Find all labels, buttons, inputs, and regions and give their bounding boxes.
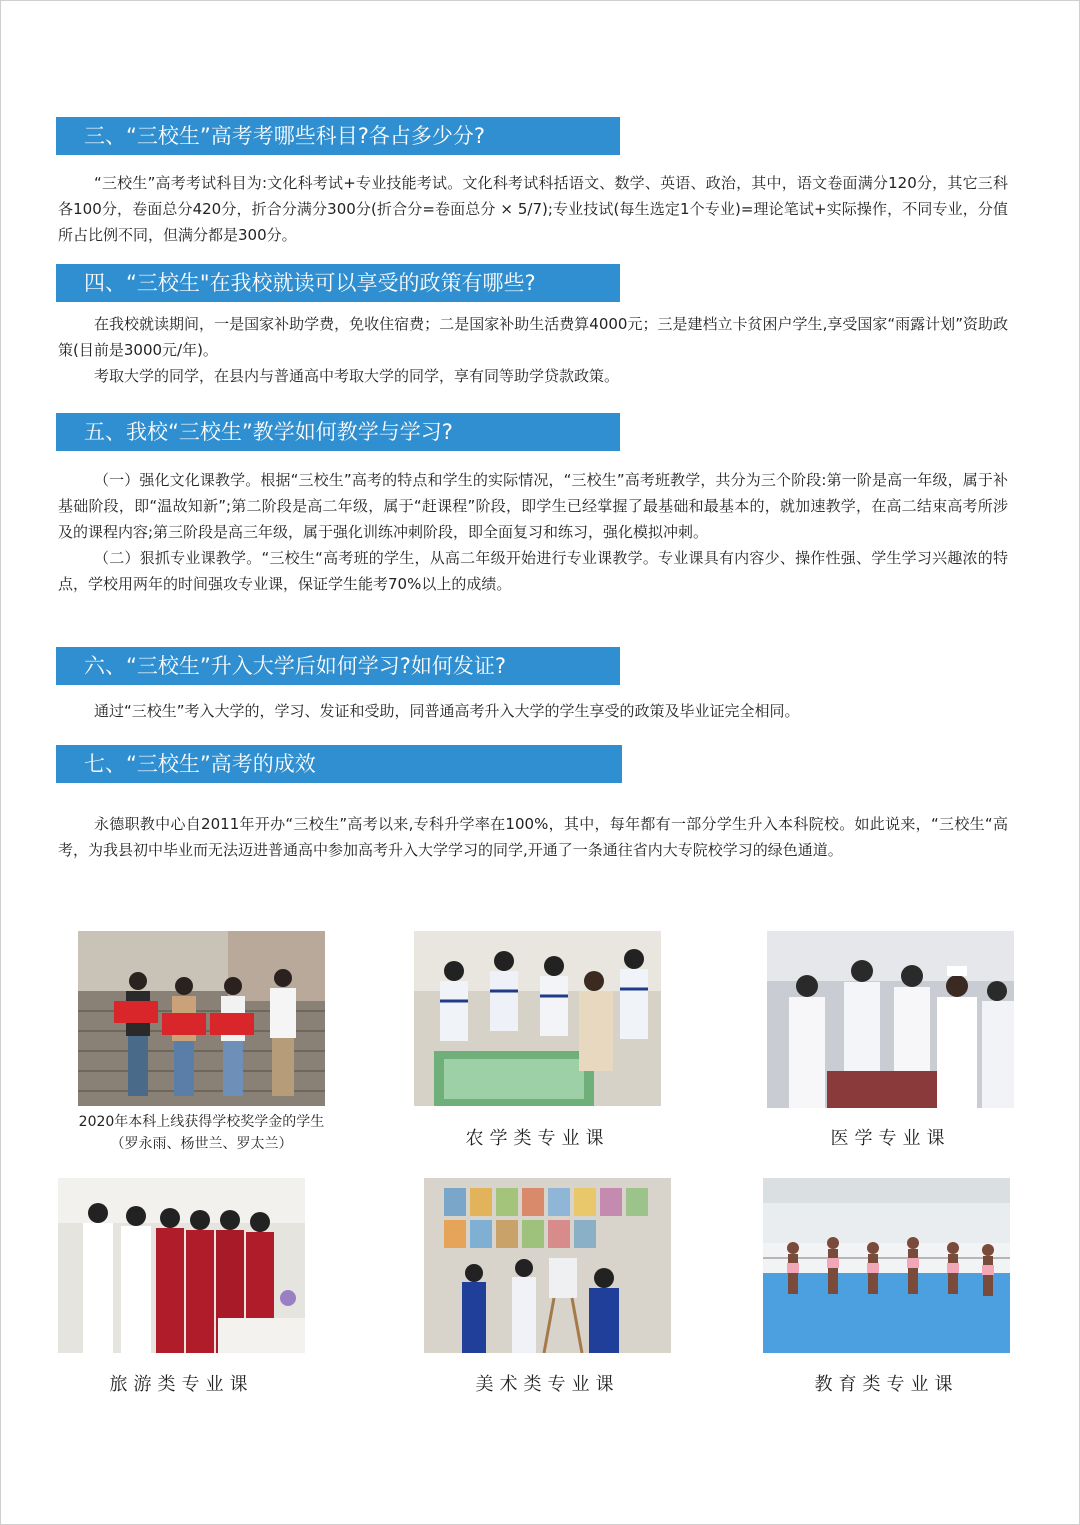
section-3-heading: 三、“三校生”高考考哪些科目?各占多少分?	[56, 117, 620, 155]
section-4-body	[58, 311, 1008, 389]
tourism-class-photo	[58, 1178, 305, 1353]
section-7-heading: 七、“三校生”高考的成效	[56, 745, 622, 783]
section-6-body	[58, 698, 1008, 724]
education-caption: 教育类专业课	[814, 1374, 959, 1395]
education-class-photo	[763, 1178, 1010, 1353]
section-6-heading: 六、“三校生”升入大学后如何学习?如何发证?	[56, 647, 620, 685]
section-3-body	[58, 170, 1008, 248]
scholarship-caption-line-2: （罗永雨、杨世兰、罗太兰）	[110, 1136, 293, 1152]
agriculture-class-photo	[414, 931, 661, 1106]
art-class-photo	[424, 1178, 671, 1353]
section-7-body	[58, 811, 1008, 863]
section-3-paragraph: “三校生”高考考试科目为:文化科考试+专业技能考试。文化科考试科括语文、数学、英语、政治，其中，语文卷面满分120分，其它三科各100分，卷面总分420分，折合分满分300分(折合分=卷面总分 × 5/7);专业技试(每生选定1个专业)=理论笔试+实际操作，不同专业，分值所占比例不同，但满分都是300分。	[58, 174, 1008, 244]
medical-caption: 医学专业课	[830, 1128, 951, 1149]
section-4-paragraph-1: 在我校就读期间，一是国家补助学费，免收住宿费；二是国家补助生活费算4000元；三是建档立卡贫困户学生,享受国家“雨露计划”资助政策(目前是3000元/年)。	[58, 315, 1008, 359]
medical-class-photo	[767, 931, 1014, 1108]
section-4-paragraph-2: 考取大学的同学，在县内与普通高中考取大学的同学，享有同等助学贷款政策。	[94, 367, 620, 385]
agriculture-caption: 农学类专业课	[465, 1128, 610, 1149]
section-7-paragraph: 永德职教中心自2011年开办“三校生”高考以来,专科升学率在100%，其中，每年都有一部分学生升入本科院校。如此说来，“三校生“高考，为我县初中毕业而无法迈进普通高中参加高考升入大学学习的同学,开通了一条通往省内大专院校学习的绿色通道。	[58, 815, 1008, 859]
section-4-heading: 四、“三校生"在我校就读可以享受的政策有哪些?	[56, 264, 620, 302]
scholarship-students-photo	[78, 931, 325, 1106]
scholarship-caption-line-1: 2020年本科上线获得学校奖学金的学生	[78, 1114, 325, 1130]
section-5-body	[58, 467, 1008, 597]
art-caption: 美术类专业课	[475, 1374, 620, 1395]
section-5-paragraph-1: （一）强化文化课教学。根据“三校生”高考的特点和学生的实际情况，“三校生”高考班教学，共分为三个阶段:第一阶是高一年级，属于补基础阶段，即“温故知新”;第二阶段是高二年级，属于“赶课程”阶段，即学生已经掌握了最基础和最基本的，就加速教学，在高二结束高考所涉及的课程内容;第三阶段是高三年级，属于强化训练冲刺阶段，即全面复习和练习，强化模拟冲刺。	[58, 471, 1008, 541]
section-5-heading: 五、我校“三校生”教学如何教学与学习?	[56, 413, 620, 451]
section-6-paragraph: 通过“三校生”考入大学的，学习、发证和受助，同普通高考升入大学的学生享受的政策及毕业证完全相同。	[94, 702, 800, 720]
tourism-caption: 旅游类专业课	[109, 1374, 254, 1395]
section-5-paragraph-2: （二）狠抓专业课教学。“三校生“高考班的学生，从高二年级开始进行专业课教学。专业课具有内容少、操作性强、学生学习兴趣浓的特点，学校用两年的时间强攻专业课，保证学生能考70%以上的成绩。	[58, 549, 1008, 593]
scholarship-caption	[58, 1111, 345, 1155]
